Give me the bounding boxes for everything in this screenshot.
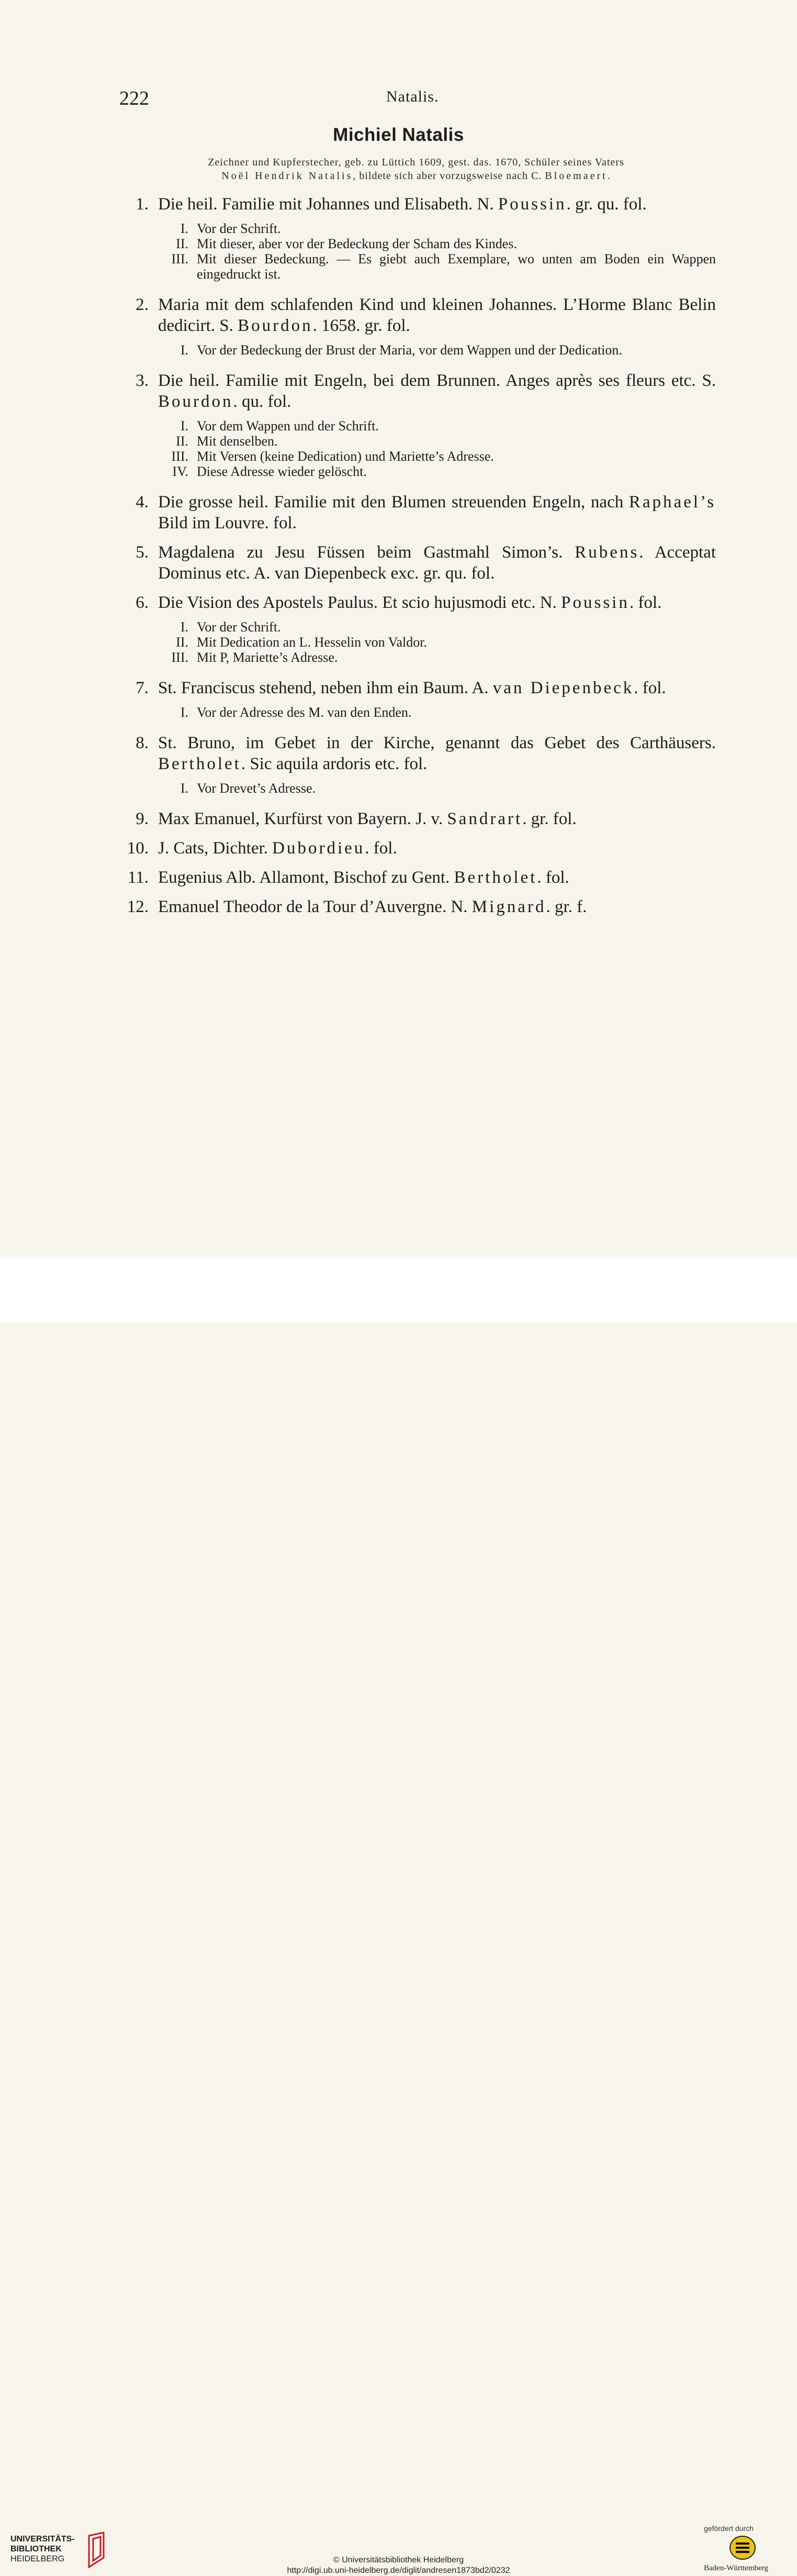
- state-list: [158, 342, 716, 358]
- artist-name: van Diepenbeck: [492, 679, 634, 697]
- state-number: I.: [180, 221, 188, 236]
- artist-name: Bourdon: [158, 392, 233, 411]
- footer: [0, 1257, 797, 2575]
- state-number: II.: [176, 434, 188, 449]
- artist-name: Rubens: [575, 543, 639, 562]
- state-list: [158, 619, 716, 665]
- state-text: Vor der Adresse des M. van den Enden.: [197, 705, 412, 720]
- entry-segment: Die grosse heil. Familie mit den Blumen streuenden Engeln, nach: [158, 493, 629, 512]
- catalogue-entry: [0, 732, 797, 796]
- entry-segment: St. Bruno, im Gebet in der Kirche, genannt das Gebet des Carthäusers.: [158, 734, 716, 752]
- state-number: I.: [180, 705, 188, 720]
- entry-text: [158, 592, 716, 613]
- page-number: 222: [119, 87, 149, 109]
- entry-text: [158, 867, 716, 888]
- state-item: [158, 650, 716, 665]
- intro-line-2: [147, 169, 686, 183]
- catalogue-entry: [0, 370, 797, 479]
- artist-name: Dubordieu: [272, 839, 365, 858]
- entry-number: 2.: [136, 295, 149, 314]
- artist-name: Bertholet: [454, 868, 537, 887]
- entry-number: 4.: [136, 493, 149, 512]
- state-number: I.: [180, 342, 188, 358]
- catalogue-entry: [0, 542, 797, 584]
- library-line-2: BIBLIOTHEK: [10, 2545, 62, 2553]
- entry-segment: Emanuel Theodor de la Tour d’Auvergne. N.: [158, 897, 472, 916]
- entry-segment: Max Emanuel, Kurfürst von Bayern. J. v.: [158, 809, 447, 828]
- state-text: Vor Drevet’s Adresse.: [197, 781, 316, 796]
- state-item: [158, 221, 716, 236]
- entry-segment: Bild im Louvre. fol.: [158, 514, 297, 532]
- entry-segment: . 1658. gr. fol.: [312, 316, 410, 335]
- catalogue-entry: [0, 294, 797, 358]
- state-list: [158, 221, 716, 282]
- artist-name: Raphael’s: [628, 493, 716, 512]
- running-title: Natalis.: [386, 88, 439, 105]
- entry-number: 5.: [136, 543, 149, 562]
- intro-end: .: [607, 170, 611, 182]
- entry-text: [158, 808, 716, 829]
- state-item: [158, 434, 716, 449]
- state-number: I.: [180, 781, 188, 796]
- state-text: Mit Dedication an L. Hesselin von Valdor.: [197, 635, 428, 650]
- book-page: [0, 0, 797, 1257]
- state-number: II.: [176, 635, 188, 650]
- state-text: Mit P, Mariette’s Adresse.: [197, 650, 338, 665]
- coat-of-arms-icon: [729, 2534, 756, 2561]
- state-list: [158, 705, 716, 720]
- entry-number: 3.: [136, 371, 149, 390]
- state-list: [158, 418, 716, 479]
- entry-segment: St. Franciscus stehend, neben ihm ein Baum. A.: [158, 679, 493, 697]
- entry-text: [158, 896, 716, 917]
- copyright-block: [0, 2555, 797, 2576]
- sponsor-name: Baden-Württemberg: [704, 2564, 769, 2572]
- state-text: Vor dem Wappen und der Schrift.: [197, 418, 379, 434]
- catalogue-entries: [0, 194, 797, 917]
- entry-segment: . Sic aquila ardoris etc. fol.: [241, 754, 428, 773]
- state-number: I.: [180, 418, 188, 434]
- entry-segment: . fol.: [537, 868, 569, 887]
- state-text: Vor der Schrift.: [197, 221, 281, 236]
- entry-number: 9.: [136, 809, 149, 828]
- entry-number: 7.: [136, 679, 149, 697]
- state-number: III.: [171, 449, 188, 464]
- entry-segment: Die heil. Familie mit Engeln, bei dem Brunnen. Anges après ses fleurs etc. S.: [158, 371, 716, 390]
- state-item: [158, 236, 716, 251]
- state-item: [158, 251, 716, 282]
- catalogue-entry: [0, 896, 797, 917]
- intro-artist-name: Bloemaert: [545, 170, 608, 182]
- entry-number: 11.: [127, 868, 149, 887]
- entry-segment: Die Vision des Apostels Paulus. Et scio hujusmodi etc. N.: [158, 593, 562, 612]
- intro-line-1: Zeichner und Kupferstecher, geb. zu Lüttich 1609, gest. das. 1670, Schüler seines Vaters: [208, 157, 624, 168]
- state-item: [158, 705, 716, 720]
- entry-segment: . Acceptat Dominus etc. A. van Diepenbeck exc. gr. qu. fol.: [158, 543, 716, 583]
- entry-segment: . fol.: [634, 679, 666, 697]
- catalogue-entry: [0, 592, 797, 665]
- artist-intro: [147, 156, 686, 183]
- entry-segment: . gr. fol.: [522, 809, 577, 828]
- entry-text: [158, 678, 716, 698]
- state-item: [158, 464, 716, 479]
- state-item: [158, 418, 716, 434]
- state-list: [158, 781, 716, 796]
- catalogue-entry: [0, 194, 797, 282]
- artist-title: Michiel Natalis: [333, 125, 464, 145]
- library-line-1: UNIVERSITÄTS-: [10, 2535, 75, 2544]
- entry-text: [158, 838, 716, 859]
- state-text: Mit dieser Bedeckung. — Es giebt auch Exemplare, wo unten am Boden ein Wappen eingedruckt ist.: [197, 251, 716, 282]
- artist-name: Poussin: [498, 195, 567, 214]
- catalogue-entry: [0, 492, 797, 534]
- entry-segment: Magdalena zu Jesu Füssen beim Gastmahl Simon’s.: [158, 543, 575, 562]
- entry-text: [158, 294, 716, 336]
- state-item: [158, 342, 716, 358]
- entry-number: 12.: [127, 897, 149, 916]
- library-line-3: HEIDELBERG: [10, 2555, 65, 2563]
- intro-father-name: Noël Hendrik Natalis: [221, 170, 353, 182]
- entry-segment: Maria mit dem schlafenden Kind und kleinen Johannes. L’Horme Blanc Belin dedicirt. S.: [158, 295, 716, 335]
- state-item: [158, 635, 716, 650]
- permalink-url[interactable]: http://digi.ub.uni-heidelberg.de/diglit/andresen1873bd2/0232: [287, 2566, 510, 2575]
- state-item: [158, 781, 716, 796]
- state-number: III.: [171, 650, 188, 665]
- entry-number: 10.: [127, 839, 149, 858]
- entry-text: [158, 194, 716, 215]
- state-text: Mit denselben.: [197, 434, 278, 449]
- state-item: [158, 619, 716, 635]
- catalogue-entry: [0, 808, 797, 829]
- entry-segment: J. Cats, Dichter.: [158, 839, 273, 858]
- state-text: Mit dieser, aber vor der Bedeckung der Scham des Kindes.: [197, 236, 517, 251]
- intro-text: , bildete sich aber vorzugsweise nach C.: [353, 170, 545, 182]
- entry-text: [158, 732, 716, 774]
- artist-name: Poussin: [561, 593, 630, 612]
- entry-number: 6.: [136, 593, 149, 612]
- state-number: IV.: [172, 464, 188, 479]
- entry-number: 1.: [136, 195, 149, 214]
- catalogue-entry: [0, 838, 797, 859]
- entry-segment: . qu. fol.: [233, 392, 291, 411]
- entry-segment: Die heil. Familie mit Johannes und Elisabeth. N.: [158, 195, 498, 214]
- artist-name: Bertholet: [158, 754, 241, 773]
- entry-text: [158, 492, 716, 534]
- entry-segment: . fol.: [629, 593, 662, 612]
- funded-by-label: gefördert durch: [704, 2524, 754, 2533]
- entry-segment: . fol.: [365, 839, 397, 858]
- state-text: Mit Versen (keine Dedication) und Mariette’s Adresse.: [197, 449, 494, 464]
- state-number: II.: [176, 236, 188, 251]
- artist-name: Mignard: [472, 897, 546, 916]
- entry-text: [158, 370, 716, 412]
- state-text: Vor der Schrift.: [197, 619, 281, 635]
- copyright-text: © Universitätsbibliothek Heidelberg: [333, 2556, 464, 2564]
- catalogue-entry: [0, 678, 797, 720]
- entry-number: 8.: [136, 734, 149, 752]
- state-item: [158, 449, 716, 464]
- state-text: Vor der Bedeckung der Brust der Maria, vor dem Wappen und der Dedication.: [197, 342, 622, 358]
- entry-text: [158, 542, 716, 584]
- catalogue-entry: [0, 867, 797, 888]
- state-text: Diese Adresse wieder gelöscht.: [197, 464, 367, 479]
- entry-segment: . gr. qu. fol.: [566, 195, 647, 214]
- artist-name: Bourdon: [238, 316, 313, 335]
- entry-segment: Eugenius Alb. Allamont, Bischof zu Gent.: [158, 868, 454, 887]
- artist-name: Sandrart: [447, 809, 523, 828]
- entry-segment: . gr. f.: [546, 897, 587, 916]
- state-number: I.: [180, 619, 188, 635]
- state-number: III.: [171, 251, 188, 267]
